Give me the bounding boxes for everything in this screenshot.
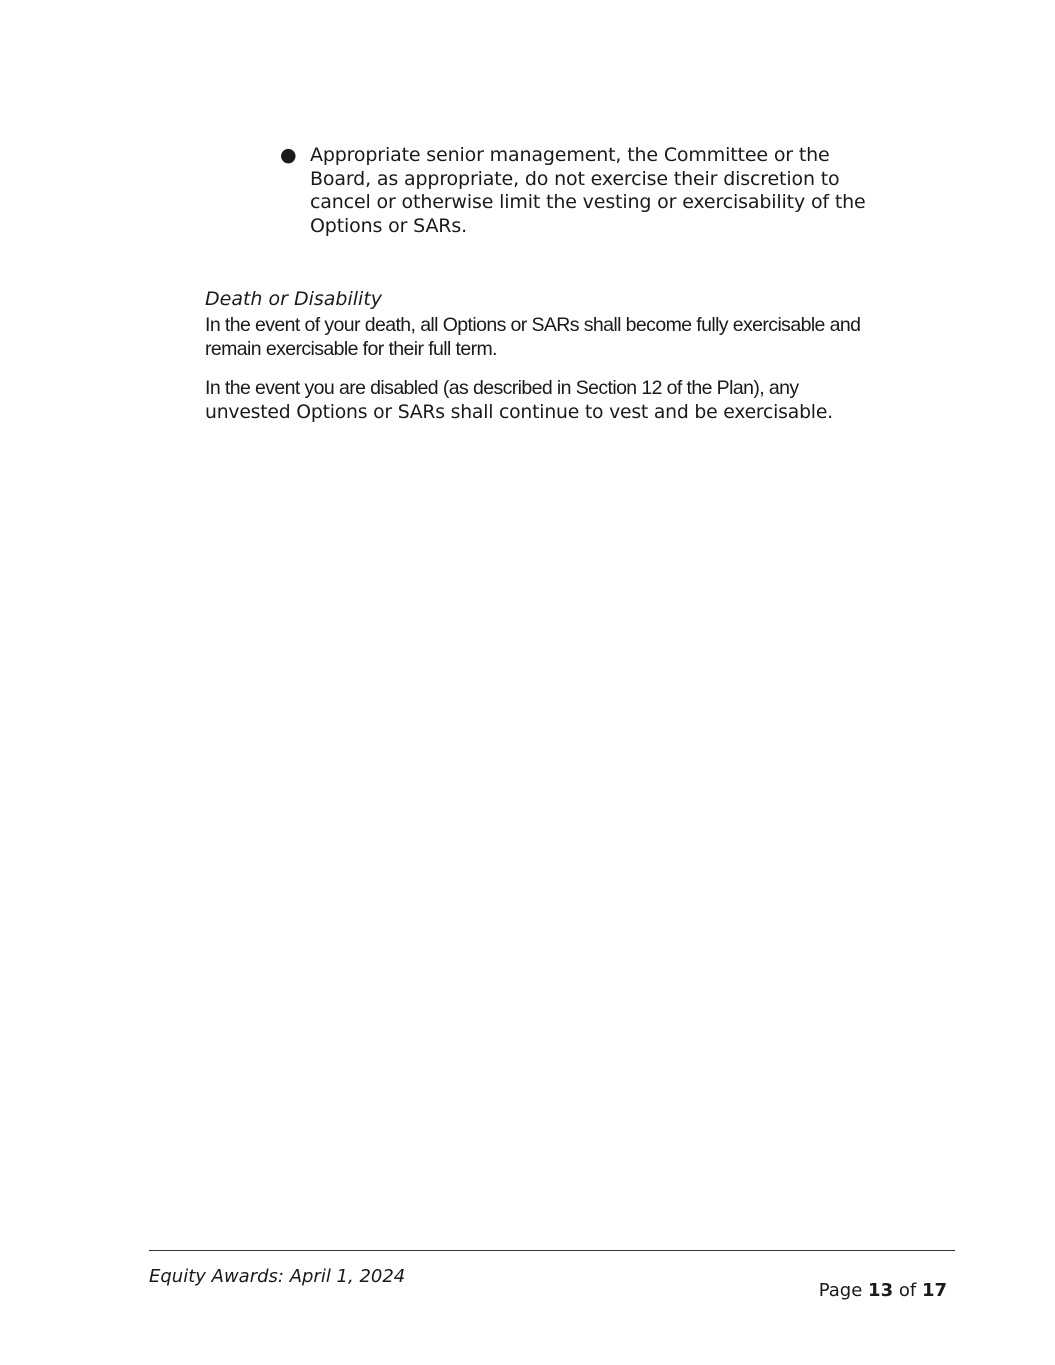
page-of: of	[898, 1280, 917, 1301]
footer-document-title: Equity Awards: April 1, 2024	[149, 1266, 406, 1287]
paragraph-disability	[205, 377, 905, 424]
bullet-dot-icon: ●	[280, 144, 297, 166]
bullet-list-item	[280, 144, 880, 238]
bullet-text: Appropriate senior management, the Committee or the Board, as appropriate, do not exercise their discretion to cancel or otherwise limit the vesting or exercisability of the Options or SARs.	[310, 144, 866, 237]
paragraph-line: In the event of your death, all Options or SARs shall become fully exercisable and	[205, 314, 861, 336]
footer-divider	[149, 1250, 955, 1251]
paragraph-line: In the event you are disabled (as described in Section 12 of the Plan), any	[205, 377, 799, 399]
paragraph-death	[205, 314, 905, 361]
section-heading: Death or Disability	[205, 288, 383, 310]
page-number	[819, 1280, 947, 1302]
page-label: Page	[818, 1280, 863, 1301]
paragraph-line: unvested Options or SARs shall continue to vest and be exercisable.	[205, 401, 833, 423]
paragraph-line: remain exercisable for their full term.	[205, 337, 497, 360]
page-total: 17	[921, 1280, 947, 1301]
page-current: 13	[868, 1280, 894, 1301]
